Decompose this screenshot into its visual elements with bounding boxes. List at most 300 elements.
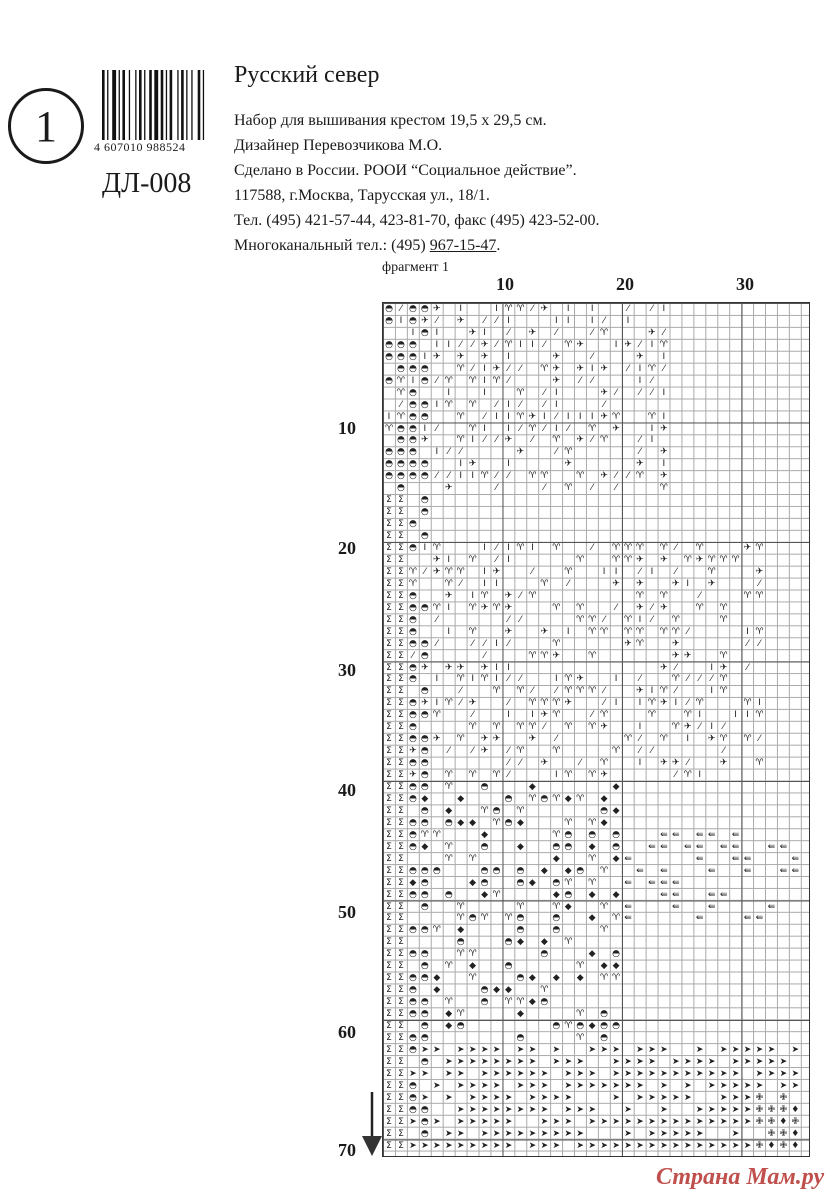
- chart-symbol: Σ: [398, 841, 404, 852]
- chart-symbol: ➤: [683, 1068, 692, 1079]
- chart-symbol: ✈: [456, 662, 465, 673]
- chart-symbol: ♈: [564, 877, 573, 888]
- chart-symbol: Σ: [398, 614, 404, 625]
- chart-symbol: ◓: [504, 793, 513, 804]
- chart-symbol: ⁄: [459, 698, 462, 709]
- chart-symbol: ➤: [492, 1080, 501, 1091]
- chart-symbol: ◓: [408, 1080, 417, 1091]
- chart-symbol: ◓: [420, 471, 429, 482]
- chart-symbol: ◓: [397, 447, 405, 458]
- chart-symbol: ➤: [731, 1140, 740, 1151]
- chart-symbol: ♈: [516, 543, 525, 553]
- chart-symbol: I: [507, 662, 510, 673]
- chart-symbol: ⇚: [624, 901, 632, 912]
- chart-symbol: I: [435, 674, 439, 685]
- chart-symbol: ⇚: [683, 841, 692, 852]
- chart-symbol: ♈: [755, 543, 764, 553]
- chart-symbol: ⁄: [579, 375, 581, 386]
- chart-symbol: ➤: [444, 1068, 453, 1079]
- chart-symbol: ◓: [408, 1009, 417, 1020]
- chart-symbol: I: [554, 770, 558, 781]
- chart-symbol: ➤: [791, 1044, 800, 1055]
- chart-symbol: I: [507, 411, 510, 422]
- chart-symbol: ♈: [516, 746, 525, 757]
- chart-symbol: ◆: [564, 901, 572, 912]
- chart-symbol: ♈: [552, 638, 561, 649]
- chart-symbol: ♈: [707, 554, 716, 565]
- chart-symbol: ♈: [612, 973, 621, 984]
- chart-symbol: Σ: [386, 805, 392, 816]
- chart-symbol: ✈: [600, 722, 608, 733]
- chart-symbol: ⁄: [722, 722, 725, 733]
- chart-symbol: ♈: [444, 375, 453, 386]
- chart-symbol: ➤: [660, 1068, 668, 1079]
- chart-symbol: Σ: [398, 1092, 404, 1103]
- chart-symbol: ♈: [600, 925, 609, 936]
- chart-symbol: ⁄: [471, 638, 474, 649]
- chart-symbol: ➤: [731, 1044, 740, 1055]
- chart-symbol: ➤: [444, 1128, 453, 1139]
- chart-symbol: ◓: [397, 351, 405, 362]
- chart-symbol: ♈: [396, 411, 405, 422]
- chart-symbol: ◓: [408, 1044, 417, 1055]
- chart-symbol: ➤: [791, 1068, 800, 1079]
- chart-symbol: ✈: [421, 698, 429, 709]
- chart-symbol: ◓: [408, 602, 417, 613]
- chart-symbol: ✈: [612, 423, 620, 434]
- chart-symbol: ◓: [420, 710, 429, 721]
- chart-symbol: ◓: [420, 758, 429, 769]
- chart-symbol: I: [495, 674, 498, 685]
- chart-symbol: ✈: [504, 626, 513, 637]
- chart-symbol: ➤: [636, 1044, 644, 1055]
- chart-symbol: ♈: [659, 734, 668, 745]
- chart-symbol: I: [447, 602, 451, 613]
- chart-symbol: I: [758, 698, 761, 709]
- chart-symbol: ✈: [552, 650, 561, 661]
- chart-symbol: ♈: [719, 686, 728, 697]
- chart-symbol: ➤: [456, 1128, 465, 1139]
- chart-symbol: ◓: [420, 304, 429, 314]
- chart-symbol: ♈: [588, 686, 597, 697]
- chart-symbol: ⁄: [543, 423, 546, 434]
- chart-symbol: ⁄: [675, 662, 677, 673]
- chart-symbol: ♈: [671, 614, 680, 625]
- chart-symbol: ◓: [540, 997, 549, 1008]
- chart-symbol: ➤: [540, 1080, 549, 1091]
- chart-symbol: ➤: [683, 1128, 692, 1139]
- chart-symbol: ◓: [420, 495, 429, 506]
- chart-symbol: I: [626, 315, 630, 326]
- info-line: Сделано в России. РООИ “Социальное действие”.: [234, 162, 577, 179]
- chart-symbol: Σ: [386, 650, 392, 661]
- chart-symbol: ⁄: [459, 447, 462, 458]
- chart-symbol: ➤: [672, 1116, 680, 1127]
- chart-symbol: ✈: [672, 638, 680, 649]
- chart-symbol: ➤: [504, 1140, 513, 1151]
- chart-symbol: ⁄: [627, 471, 629, 482]
- chart-symbol: ◓: [408, 543, 417, 553]
- chart-symbol: ➤: [707, 1116, 716, 1127]
- chart-symbol: ➤: [600, 1116, 608, 1127]
- chart-symbol: ♈: [635, 590, 644, 601]
- chart-symbol: ◓: [408, 1032, 417, 1043]
- chart-symbol: ➤: [504, 1068, 513, 1079]
- chart-symbol: ◓: [504, 817, 513, 828]
- chart-symbol: ➤: [755, 1080, 764, 1091]
- chart-symbol: ➤: [492, 1068, 501, 1079]
- chart-symbol: ◓: [408, 734, 417, 745]
- chart-symbol: ⁄: [495, 399, 498, 410]
- chart-symbol: ♈: [552, 746, 561, 757]
- chart-symbol: ⇚: [660, 841, 668, 852]
- chart-symbol: ♈: [540, 471, 549, 482]
- chart-symbol: ◓: [576, 865, 585, 876]
- multichannel-number: 967-15-47: [429, 237, 497, 254]
- chart-symbol: ◓: [480, 865, 489, 876]
- chart-symbol: ⁄: [639, 339, 641, 350]
- chart-symbol: ♈: [504, 339, 513, 350]
- chart-symbol: I: [710, 662, 713, 673]
- chart-symbol: ➤: [564, 1128, 573, 1139]
- chart-symbol: ➤: [564, 1068, 573, 1079]
- cross-stitch-grid: [382, 302, 810, 1157]
- chart-symbol: ⁄: [507, 363, 510, 374]
- chart-symbol: ⁄: [591, 351, 593, 362]
- chart-symbol: ➤: [576, 1104, 584, 1115]
- chart-symbol: ♈: [671, 674, 680, 685]
- chart-symbol: ♈: [468, 423, 477, 434]
- chart-symbol: ◓: [420, 961, 429, 972]
- chart-symbol: ⇚: [636, 865, 644, 876]
- chart-symbol: ⁄: [663, 363, 665, 374]
- chart-symbol: ◆: [505, 985, 512, 996]
- chart-symbol: ⁄: [675, 770, 677, 781]
- chart-symbol: ⁄: [543, 399, 546, 410]
- chart-symbol: ◓: [516, 865, 525, 876]
- chart-symbol: I: [662, 304, 666, 314]
- chart-symbol: ◓: [385, 351, 393, 362]
- chart-symbol: I: [471, 435, 474, 446]
- chart-symbol: ⁄: [663, 327, 665, 338]
- chart-symbol: ⁄: [615, 602, 617, 613]
- chart-symbol: ⁄: [555, 686, 558, 697]
- chart-symbol: ✈: [564, 459, 573, 470]
- chart-symbol: ✈: [552, 375, 561, 386]
- chart-symbol: ♈: [743, 734, 752, 745]
- chart-symbol: Σ: [398, 877, 404, 888]
- chart-symbol: Σ: [398, 710, 404, 721]
- chart-symbol: ➤: [624, 1116, 632, 1127]
- chart-symbol: ♈: [576, 961, 585, 972]
- chart-symbol: ⁄: [603, 315, 605, 326]
- chart-symbol: Σ: [398, 543, 404, 553]
- chart-symbol: I: [423, 351, 427, 362]
- chart-symbol: ➤: [468, 1104, 477, 1115]
- chart-symbol: Σ: [398, 758, 404, 769]
- chart-symbol: ➤: [564, 1116, 573, 1127]
- chart-symbol: ✈: [648, 327, 656, 338]
- chart-symbol: I: [411, 375, 415, 386]
- chart-symbol: ✈: [409, 746, 417, 757]
- chart-symbol: ✈: [480, 746, 489, 757]
- chart-symbol: I: [566, 315, 570, 326]
- chart-symbol: ➤: [672, 1128, 680, 1139]
- chart-symbol: ✈: [576, 339, 584, 350]
- chart-symbol: ◆: [457, 793, 465, 804]
- chart-symbol: ♈: [647, 363, 656, 374]
- chart-symbol: I: [638, 375, 642, 386]
- chart-symbol: I: [686, 734, 690, 745]
- chart-symbol: ⁄: [603, 686, 605, 697]
- chart-symbol: ✈: [624, 339, 632, 350]
- chart-symbol: ⇚: [731, 853, 740, 864]
- chart-symbol: ♈: [456, 435, 465, 446]
- chart-symbol: ◆: [612, 961, 620, 972]
- chart-symbol: ➤: [480, 1092, 489, 1103]
- chart-symbol: ➤: [433, 1080, 441, 1091]
- chart-symbol: ✙: [779, 1104, 788, 1115]
- chart-symbol: ✈: [600, 387, 608, 398]
- chart-symbol: ♈: [731, 554, 740, 565]
- chart-symbol: ✙: [791, 1116, 800, 1127]
- chart-symbol: ♈: [444, 399, 453, 410]
- chart-symbol: ◆: [528, 997, 536, 1008]
- chart-symbol: ⇚: [743, 865, 752, 876]
- chart-symbol: ⁄: [686, 698, 689, 709]
- chart-symbol: ◓: [420, 973, 429, 984]
- chart-symbol: I: [507, 459, 510, 470]
- chart-symbol: ➤: [540, 1116, 549, 1127]
- chart-symbol: ⁄: [507, 674, 510, 685]
- chart-symbol: Σ: [398, 722, 404, 733]
- chart-symbol: I: [507, 399, 510, 410]
- chart-symbol: Σ: [386, 1044, 392, 1055]
- chart-symbol: ◓: [408, 626, 417, 637]
- chart-symbol: ⁄: [710, 674, 713, 685]
- chart-symbol: ⁄: [471, 363, 474, 374]
- chart-symbol: ◓: [408, 315, 417, 326]
- chart-symbol: ✈: [719, 662, 728, 673]
- chart-symbol: Σ: [386, 507, 392, 518]
- chart-symbol: ♈: [552, 793, 561, 804]
- chart-symbol: ➤: [456, 1116, 465, 1127]
- chart-symbol: ◓: [480, 782, 489, 792]
- chart-symbol: ♈: [623, 734, 633, 745]
- chart-symbol: ➤: [576, 1080, 584, 1091]
- chart-symbol: ◆: [588, 841, 596, 852]
- chart-symbol: I: [483, 566, 486, 577]
- chart-symbol: ➤: [552, 1056, 561, 1067]
- chart-symbol: Σ: [398, 1056, 404, 1067]
- chart-symbol: ➤: [588, 1104, 596, 1115]
- chart-symbol: ◓: [576, 1021, 585, 1031]
- chart-symbol: ⁄: [603, 399, 605, 410]
- chart-symbol: I: [507, 543, 510, 553]
- chart-symbol: ⁄: [698, 590, 701, 601]
- chart-symbol: ◓: [432, 865, 441, 876]
- chart-symbol: ♈: [516, 901, 525, 912]
- chart-symbol: ⁄: [603, 698, 605, 709]
- row-number: 50: [338, 902, 356, 922]
- chart-symbol: Σ: [398, 626, 404, 637]
- chart-symbol: ◓: [564, 841, 573, 852]
- chart-symbol: Σ: [386, 877, 392, 888]
- chart-symbol: I: [483, 363, 486, 374]
- chart-symbol: ➤: [480, 1044, 489, 1055]
- chart-symbol: ➤: [540, 1128, 549, 1139]
- chart-symbol: ◓: [408, 1104, 417, 1115]
- chart-symbol: ♈: [480, 913, 489, 924]
- chart-symbol: ◓: [420, 531, 429, 542]
- chart-symbol: Σ: [398, 578, 404, 589]
- chart-symbol: ◆: [612, 805, 620, 816]
- chart-symbol: I: [483, 387, 486, 398]
- chart-symbol: ⁄: [447, 447, 450, 458]
- chart-symbol: ✙: [767, 1128, 776, 1139]
- chart-symbol: ✈: [636, 686, 644, 697]
- chart-symbol: ➤: [648, 1128, 656, 1139]
- chart-symbol: ♈: [647, 710, 656, 721]
- chart-symbol: ♈: [444, 782, 453, 792]
- chart-symbol: Σ: [386, 985, 392, 996]
- chart-symbol: Σ: [386, 949, 392, 960]
- chart-symbol: ♈: [552, 710, 561, 721]
- chart-symbol: I: [507, 351, 510, 362]
- chart-symbol: ⁄: [400, 304, 402, 314]
- chart-symbol: ➤: [612, 1068, 620, 1079]
- chart-symbol: ♈: [480, 590, 489, 601]
- chart-symbol: ◓: [408, 614, 417, 625]
- chart-symbol: ♈: [719, 674, 728, 685]
- chart-symbol: Σ: [398, 865, 404, 876]
- chart-symbol: ◆: [588, 913, 596, 924]
- chart-symbol: ♈: [588, 614, 597, 625]
- chart-symbol: ♈: [468, 722, 477, 733]
- info-block: [234, 108, 599, 258]
- chart-symbol: ➤: [624, 1056, 632, 1067]
- chart-symbol: ✈: [564, 698, 573, 709]
- chart-symbol: ➤: [516, 1080, 525, 1091]
- chart-symbol: ◆: [493, 985, 500, 996]
- chart-symbol: ◓: [564, 889, 573, 900]
- chart-symbol: ♈: [576, 686, 585, 697]
- chart-symbol: ⁄: [459, 686, 462, 697]
- chart-symbol: ♈: [659, 626, 668, 637]
- chart-symbol: ♈: [504, 304, 513, 314]
- chart-symbol: ♈: [600, 901, 609, 912]
- chart-symbol: ⁄: [639, 435, 641, 446]
- chart-symbol: ➤: [504, 1056, 513, 1067]
- chart-symbol: ♈: [468, 853, 477, 864]
- chart-symbol: ◓: [492, 805, 501, 816]
- chart-symbol: ♈: [719, 602, 728, 613]
- chart-symbol: Σ: [398, 674, 404, 685]
- chart-symbol: ➤: [672, 1140, 680, 1151]
- chart-symbol: ⁄: [495, 339, 498, 350]
- chart-symbol: Σ: [398, 1140, 404, 1151]
- chart-symbol: ♈: [528, 471, 537, 482]
- chart-symbol: Σ: [386, 889, 392, 900]
- chart-symbol: Σ: [398, 889, 404, 900]
- chart-symbol: ⁄: [675, 686, 677, 697]
- chart-symbol: ⁄: [495, 315, 498, 326]
- chart-symbol: ➤: [444, 1056, 453, 1067]
- chart-symbol: ➤: [648, 1044, 656, 1055]
- chart-symbol: ⁄: [567, 423, 569, 434]
- chart-symbol: ➤: [468, 1140, 477, 1151]
- chart-symbol: ✈: [552, 351, 561, 362]
- chart-symbol: ◓: [420, 686, 429, 697]
- chart-symbol: ➤: [612, 1056, 620, 1067]
- info-line: 117588, г.Москва, Тарусская ул., 18/1.: [234, 187, 490, 204]
- chart-symbol: ⁄: [507, 327, 510, 338]
- chart-symbol: Σ: [398, 662, 404, 673]
- chart-symbol: ➤: [767, 1044, 776, 1055]
- chart-symbol: ➤: [480, 1116, 489, 1127]
- chart-symbol: ➤: [660, 1116, 668, 1127]
- chart-symbol: ◆: [421, 841, 429, 852]
- chart-symbol: ⁄: [603, 614, 605, 625]
- chart-symbol: ✈: [433, 554, 441, 565]
- chart-symbol: I: [746, 710, 749, 721]
- chart-symbol: I: [566, 411, 570, 422]
- chart-symbol: ◓: [504, 937, 513, 948]
- chart-symbol: ♈: [468, 602, 477, 613]
- chart-symbol: I: [590, 315, 594, 326]
- chart-symbol: ➤: [528, 1104, 537, 1115]
- chart-symbol: ◓: [408, 662, 417, 673]
- chart-symbol: ◆: [612, 853, 620, 864]
- info-line-phone: [234, 233, 599, 258]
- chart-symbol: ◓: [516, 877, 525, 888]
- chart-symbol: ♈: [600, 626, 609, 637]
- chart-symbol: ➤: [421, 1044, 429, 1055]
- chart-symbol: ◓: [408, 782, 417, 792]
- chart-symbol: ◓: [408, 985, 417, 996]
- chart-symbol: ➤: [636, 1056, 644, 1067]
- chart-symbol: ⁄: [591, 483, 593, 494]
- chart-symbol: ◓: [408, 758, 417, 769]
- chart-symbol: ➤: [528, 1080, 537, 1091]
- chart-symbol: Σ: [386, 1021, 392, 1031]
- chart-symbol: I: [638, 363, 642, 374]
- chart-symbol: ✈: [743, 543, 752, 553]
- chart-symbol: ➤: [612, 1044, 620, 1055]
- chart-symbol: ♈: [635, 638, 644, 649]
- chart-symbol: ➤: [576, 1068, 584, 1079]
- chart-symbol: ♈: [516, 411, 525, 422]
- chart-symbol: ◓: [408, 722, 417, 733]
- chart-symbol: ➤: [779, 1056, 788, 1067]
- chart-symbol: ⁄: [483, 638, 486, 649]
- chart-symbol: ◓: [408, 865, 417, 876]
- chart-symbol: ➤: [779, 1080, 788, 1091]
- chart-symbol: ♈: [576, 1009, 585, 1020]
- chart-symbol: ⁄: [412, 650, 414, 661]
- chart-symbol: ◓: [420, 997, 429, 1008]
- chart-symbol: ♈: [480, 471, 489, 482]
- chart-symbol: ➤: [492, 1104, 501, 1115]
- chart-symbol: Σ: [386, 853, 392, 864]
- chart-symbol: ◓: [408, 363, 417, 374]
- chart-symbol: Σ: [386, 543, 392, 553]
- chart-symbol: Σ: [398, 650, 404, 661]
- chart-symbol: ➤: [492, 1092, 501, 1103]
- chart-symbol: ⁄: [686, 626, 689, 637]
- chart-symbol: ⁄: [519, 614, 522, 625]
- chart-symbol: ♈: [707, 566, 716, 577]
